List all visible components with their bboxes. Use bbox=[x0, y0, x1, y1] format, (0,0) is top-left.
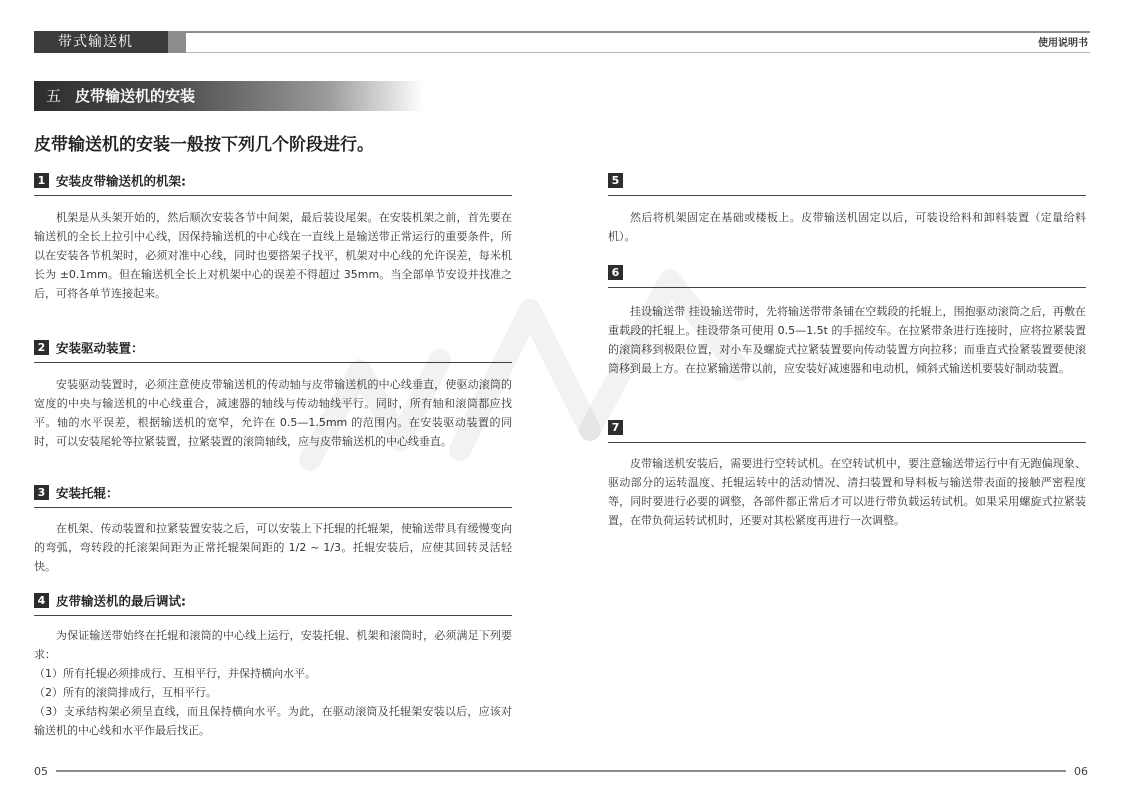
paragraph: 皮带输送机安装后，需要进行空转试机。在空转试机中，要注意输送带运行中有无跑偏现象、驱动部分的运转温度、托辊运转中的活动情况、清扫装置和导料板与输送带表面的接触严密程度等，同时要进行必要的调整，各部件都正常后才可以进行带负载运转试机。如果采用螺旋式拉紧装置，在带负荷运转试机时，还要对其松紧度再进行一次调整。 bbox=[608, 457, 1086, 527]
step-title: 皮带输送机的最后调试: bbox=[56, 593, 186, 609]
paragraph: 机架是从头架开始的，然后顺次安装各节中间架，最后装设尾架。在安装机架之前，首先要在输送机的全长上拉引中心线，因保持输送机的中心线在一直线上是输送带正常运行的重要条件，所以在安装各节机架时，必须对准中心线，同时也要搭架子找平，机架对中心线的允许误差，每米机长为 ±0.1mm。但在输送机全长上对机架中心的误差不得超过 35mm。当全部单节安设并找准之后，可将各单节连接起来。 bbox=[34, 211, 512, 300]
requirement-item: （2）所有的滚筒排成行，互相平行。 bbox=[34, 686, 217, 699]
page-number-left: 05 bbox=[34, 765, 48, 778]
step-number-badge: 7 bbox=[608, 420, 623, 435]
step-3-body bbox=[34, 519, 512, 576]
header-title: 带式输送机 bbox=[58, 34, 133, 50]
step-number-badge: 4 bbox=[34, 593, 49, 608]
header-accent-block bbox=[168, 31, 186, 53]
step-7-heading bbox=[608, 417, 1086, 443]
paragraph: 为保证输送带始终在托辊和滚筒的中心线上运行，安装托辊、机架和滚筒时，必须满足下列要求： bbox=[34, 629, 512, 661]
section-number: 五 bbox=[46, 87, 62, 105]
step-6-body bbox=[608, 302, 1086, 378]
page-subtitle: 皮带输送机的安装一般按下列几个阶段进行。 bbox=[34, 135, 374, 155]
step-number-badge: 2 bbox=[34, 340, 49, 355]
step-3-heading bbox=[34, 482, 512, 508]
step-4-heading bbox=[34, 590, 512, 616]
step-title: 安装驱动装置： bbox=[56, 340, 144, 356]
header-rule bbox=[186, 31, 1090, 53]
step-2-heading bbox=[34, 337, 512, 363]
step-1-body bbox=[34, 208, 512, 303]
section-title: 皮带输送机的安装 bbox=[75, 87, 196, 105]
step-4-body bbox=[34, 626, 512, 740]
step-number-badge: 1 bbox=[34, 173, 49, 188]
step-5-heading bbox=[608, 170, 1086, 196]
page-number-right: 06 bbox=[1074, 765, 1088, 778]
step-number-badge: 5 bbox=[608, 173, 623, 188]
paragraph: 挂设输送带 挂设输送带时，先将输送带带条铺在空载段的托辊上，围抱驱动滚筒之后，再敷在重载段的托辊上。挂设带条可使用 0.5—1.5t 的手摇绞车。在拉紧带条进行连接时，应将拉紧装置的滚筒移到极限位置，对小车及螺旋式拉紧装置要向传动装置方向拉移；而垂直式捡紧装置要使滚筒移到最上方。在拉紧输送带以前，应安装好减速器和电动机，倾斜式输送机要装好制动装置。 bbox=[608, 305, 1086, 375]
step-number-badge: 3 bbox=[34, 485, 49, 500]
step-number-badge: 6 bbox=[608, 265, 623, 280]
step-5-body bbox=[608, 208, 1086, 246]
step-6-heading bbox=[608, 262, 1086, 288]
paragraph: 然后将机架固定在基础或楼板上。皮带输送机固定以后，可装设给料和卸料装置（定量给料机）。 bbox=[608, 211, 1086, 243]
requirement-item: （3）支承结构架必须呈直线，而且保持横向水平。为此，在驱动滚筒及托辊架安装以后，应该对输送机的中心线和水平作最后找正。 bbox=[34, 705, 512, 737]
paragraph: 在机架、传动装置和拉紧装置安装之后，可以安装上下托辊的托辊架，使输送带具有缓慢变向的弯弧，弯转段的托滚架间距为正常托辊架间距的 1/2 ~ 1/3。托辊安装后，应使其回转灵活轻快。 bbox=[34, 522, 512, 573]
paragraph: 安装驱动装置时，必须注意使皮带输送机的传动轴与皮带输送机的中心线垂直，使驱动滚筒的宽度的中央与输送机的中心线重合，减速器的轴线与传动轴线平行。同时，所有轴和滚筒都应找平。轴的水平误差，根据输送机的宽窄，允许在 0.5—1.5mm 的范围内。在安装驱动装置的同时，可以安装尾轮等拉紧装置，拉紧装置的滚筒轴线，应与皮带输送机的中心线垂直。 bbox=[34, 378, 512, 448]
step-title: 安装皮带输送机的机架: bbox=[56, 173, 186, 189]
header-manual-label: 使用说明书 bbox=[1038, 38, 1088, 49]
footer-rule bbox=[56, 770, 1066, 772]
requirement-item: （1）所有托辊必须排成行、互相平行，并保持横向水平。 bbox=[34, 667, 316, 680]
step-title: 安装托辊： bbox=[56, 485, 119, 501]
step-7-body bbox=[608, 454, 1086, 530]
step-2-body bbox=[34, 375, 512, 451]
step-1-heading bbox=[34, 170, 512, 196]
section-heading bbox=[46, 81, 195, 111]
